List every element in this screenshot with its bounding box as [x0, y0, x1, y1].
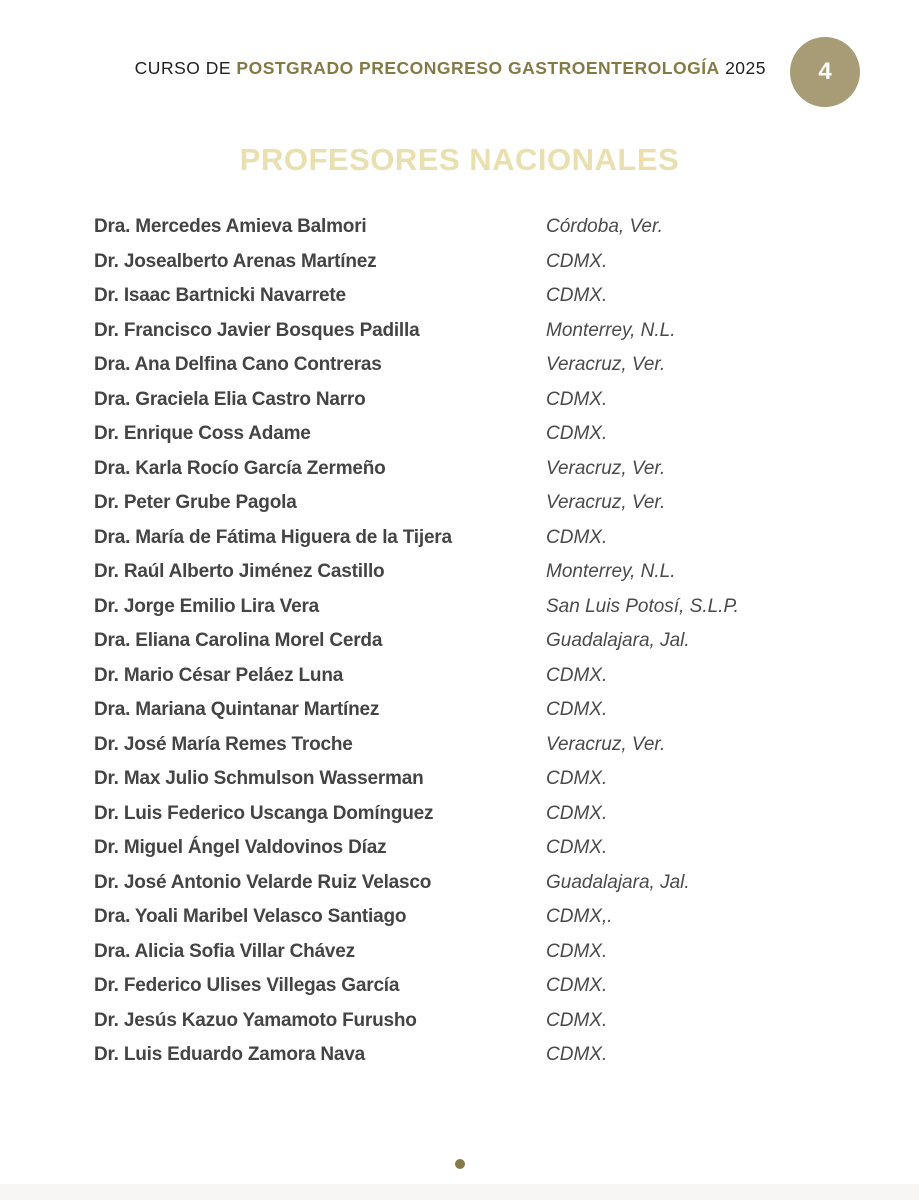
professor-name: Dr. Miguel Ángel Valdovinos Díaz [94, 837, 387, 858]
professor-city: CDMX,. [546, 906, 613, 927]
professor-city: CDMX. [546, 975, 608, 996]
professor-city: Córdoba, Ver. [546, 216, 663, 237]
professor-name: Dr. José Antonio Velarde Ruiz Velasco [94, 871, 432, 893]
professor-name: Dra. Mercedes Amieva Balmori [94, 216, 367, 237]
professor-row [0, 383, 919, 418]
professor-row [0, 728, 919, 763]
professor-name: Dra. Mariana Quintanar Martínez [94, 699, 380, 720]
professor-row [0, 521, 919, 556]
professor-name: Dra. Karla Rocío García Zermeño [94, 457, 386, 479]
professor-city: Veracruz, Ver. [546, 354, 666, 375]
professor-row [0, 831, 919, 866]
professor-row [0, 590, 919, 625]
professor-list [0, 210, 919, 1073]
professor-row [0, 452, 919, 487]
professor-name: Dra. Eliana Carolina Morel Cerda [94, 630, 383, 651]
page-indicator-dot [455, 1159, 465, 1169]
professor-row [0, 348, 919, 383]
professor-row [0, 866, 919, 901]
header-course-name: POSTGRADO PRECONGRESO GASTROENTEROLOGÍA [236, 58, 720, 78]
professor-row [0, 969, 919, 1004]
professor-name: Dr. Enrique Coss Adame [94, 423, 311, 444]
professor-name: Dra. Yoali Maribel Velasco Santiago [94, 906, 407, 927]
professor-name: Dr. Peter Grube Pagola [94, 492, 297, 513]
professor-row [0, 659, 919, 694]
section-title: PROFESORES NACIONALES [239, 142, 680, 177]
professor-row [0, 555, 919, 590]
professor-name: Dr. Luis Federico Uscanga Domínguez [94, 802, 434, 824]
professor-city: CDMX. [546, 802, 608, 824]
professor-row [0, 314, 919, 349]
professor-city: Guadalajara, Jal. [546, 871, 690, 893]
page-number: 4 [818, 58, 832, 85]
header-year: 2025 [719, 58, 766, 78]
professor-name: Dr. Jesús Kazuo Yamamoto Furusho [94, 1009, 417, 1031]
professor-city: CDMX. [546, 837, 608, 858]
professor-name: Dr. Josealberto Arenas Martínez [94, 250, 377, 272]
professor-name: Dr. Mario César Peláez Luna [94, 664, 344, 686]
page-number-badge [790, 37, 860, 107]
professor-name: Dr. Luis Eduardo Zamora Nava [94, 1044, 366, 1065]
professor-row [0, 693, 919, 728]
professor-city: CDMX. [546, 388, 608, 410]
professor-name: Dr. Federico Ulises Villegas García [94, 975, 400, 996]
professor-city: CDMX. [546, 250, 608, 272]
professor-name: Dra. Ana Delfina Cano Contreras [94, 354, 382, 375]
professor-city: CDMX. [546, 699, 608, 720]
professor-city: CDMX. [546, 768, 608, 789]
professor-city: Veracruz, Ver. [546, 457, 666, 479]
professor-city: CDMX. [546, 664, 608, 686]
professor-name: Dra. Graciela Elia Castro Narro [94, 388, 366, 410]
professor-row [0, 486, 919, 521]
professor-row [0, 624, 919, 659]
professor-row [0, 797, 919, 832]
professor-city: CDMX. [546, 1044, 608, 1065]
professor-city: San Luis Potosí, S.L.P. [546, 595, 739, 617]
professor-city: CDMX. [546, 1009, 608, 1031]
professor-city: Veracruz, Ver. [546, 492, 666, 513]
professor-name: Dra. Alicia Sofia Villar Chávez [94, 940, 355, 962]
professor-name: Dr. Max Julio Schmulson Wasserman [94, 768, 424, 789]
professor-name: Dr. Isaac Bartnicki Navarrete [94, 285, 346, 306]
professor-row [0, 210, 919, 245]
professor-city: CDMX. [546, 526, 608, 548]
professor-city: CDMX. [546, 423, 608, 444]
professor-city: Monterrey, N.L. [546, 319, 676, 341]
page-header [0, 58, 766, 79]
professor-row [0, 935, 919, 970]
professor-row [0, 245, 919, 280]
professor-city: CDMX. [546, 940, 608, 962]
professor-name: Dr. Raúl Alberto Jiménez Castillo [94, 561, 385, 582]
professor-city: CDMX. [546, 285, 608, 306]
professor-row [0, 417, 919, 452]
professor-row [0, 279, 919, 314]
professor-city: Guadalajara, Jal. [546, 630, 690, 651]
professor-row [0, 900, 919, 935]
professor-row [0, 1004, 919, 1039]
professor-name: Dr. Francisco Javier Bosques Padilla [94, 319, 420, 341]
professor-city: Monterrey, N.L. [546, 561, 676, 582]
professor-name: Dr. José María Remes Troche [94, 733, 353, 755]
footer-band [0, 1184, 919, 1200]
professor-name: Dr. Jorge Emilio Lira Vera [94, 595, 320, 617]
professor-city: Veracruz, Ver. [546, 733, 666, 755]
professor-name: Dra. María de Fátima Higuera de la Tijera [94, 526, 452, 548]
header-prefix: CURSO DE [134, 58, 237, 78]
professor-row [0, 1038, 919, 1073]
professor-row [0, 762, 919, 797]
